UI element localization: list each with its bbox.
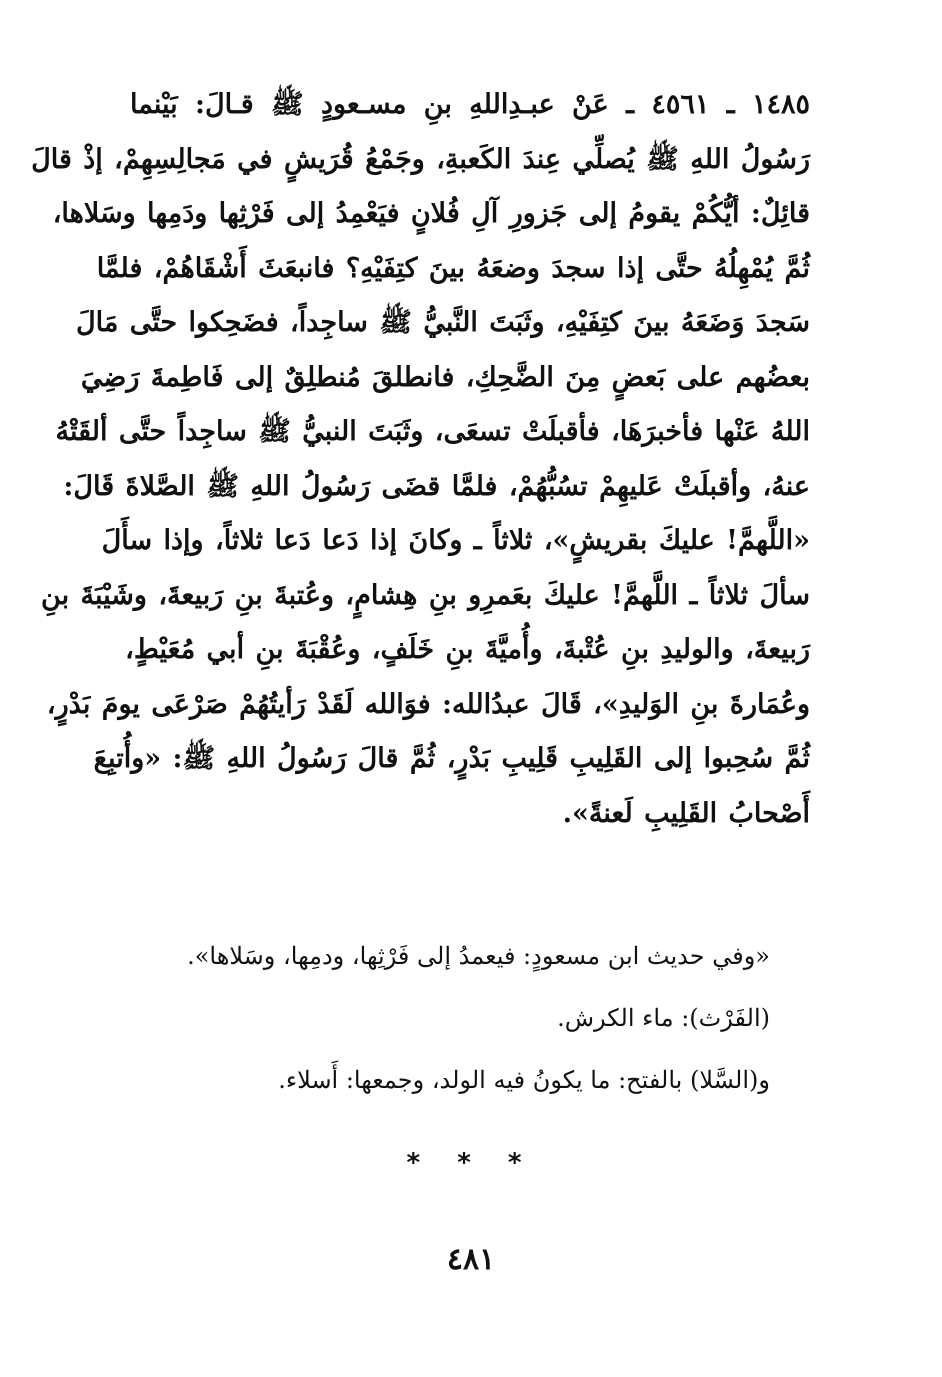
hadith-line: ثُمَّ يُمْهِلُهُ حتَّى إذا سجدَ وضعَهُ بينَ كتِفَيْهِ؟ فانبعَثَ أَشْقَاهُمْ، فلمَّا: [96, 252, 810, 284]
page-number: ٤٨١: [446, 1242, 496, 1277]
hadith-line: سَجدَ وَضَعَهُ بينَ كتِفَيْهِ، وثَبَتَ النَّبيُّ ﷺ ساجِداً، فضَحِكوا حتَّى مَالَ: [76, 307, 810, 338]
note-line: «وفي حديث ابن مسعودٍ: فيعمدُ إلى فَرْثِها، ودمِها، وسَلاها».: [187, 942, 770, 970]
section-separator: * * *: [406, 1148, 536, 1178]
hadith-line: «اللَّهمَّ! عليكَ بقريشٍ»، ثلاثاً ـ وكانَ إذا دَعا دَعا ثلاثاً، وإذا سأَلَ: [101, 525, 810, 556]
hadith-line: ثُمَّ سُحِبوا إلى القَلِيبِ قَلِيبِ بَدْرٍ، ثُمَّ قالَ رَسُولُ اللهِ ﷺ: «وأُتبِعَ: [93, 743, 810, 774]
note-line: (الفَرْث): ماء الكرش.: [557, 1004, 770, 1032]
hadith-line: رَبيعةَ، والوليدِ بنِ عُتْبةَ، وأُميَّةَ بنِ خَلَفٍ، وعُقْبَةَ بنِ أبي مُعَيْطٍ،: [125, 634, 810, 665]
hadith-line: رَسُولُ اللهِ ﷺ يُصلِّي عِندَ الكَعبةِ، وجَمْعُ قُرَيشٍ في مَجالِسِهِمْ، إذْ قالَ: [31, 143, 810, 175]
hadith-text: [31, 78, 811, 841]
hadith-line: سألَ ثلاثاً ـ اللَّهمَّ! عليكَ بعَمرِو بنِ هِشامٍ، وعُتبةَ بنِ رَبيعةَ، وشَيْبَةَ بنِ: [41, 579, 810, 611]
hadith-line: بعضُهم على بَعضٍ مِنَ الضَّحِكِ، فانطلقَ مُنطلِقٌ إلى فَاطِمةَ رَضِيَ: [80, 361, 810, 393]
hadith-line: قائِلٌ: أيُّكُمْ يقومُ إلى جَزورِ آلِ فُلانٍ فيَعْمِدُ إلى فَرْثِها ودَمِها وسَلاها،: [52, 198, 810, 229]
hadith-line: عنهُ، وأقبلَتْ عَليهِمْ تسُبُّهُمْ، فلمَّا قضَى رَسُولُ اللهِ ﷺ الصَّلاةَ قَالَ:: [63, 470, 810, 502]
note-line: و(السَّلا) بالفتح: ما يكونُ فيه الولد، وجمعها: أَسلاء.: [278, 1066, 770, 1094]
hadith-line: ١٤٨٥ ـ ٤٥٦١ ـ عَنْ عبـدِاللهِ بنِ مسـعودٍ ﷺ قـالَ: بَيْنما: [130, 89, 811, 120]
hadith-line: وعُمَارةَ بنِ الوَليدِ»، قَالَ عبدُالله: فوَالله لَقَدْ رَأيتُهُمْ صَرْعَى يومَ بَدْرٍ،: [46, 688, 810, 720]
hadith-line: أَصْحابُ القَلِيبِ لَعنةً».: [562, 797, 810, 829]
footnotes: [130, 925, 770, 1111]
hadith-line: اللهُ عَنْها فأخبرَهَا، فأقبلَتْ تسعَى، وثَبَتَ النبيُّ ﷺ ساجِداً حتَّى ألقَتْهُ: [55, 416, 810, 447]
